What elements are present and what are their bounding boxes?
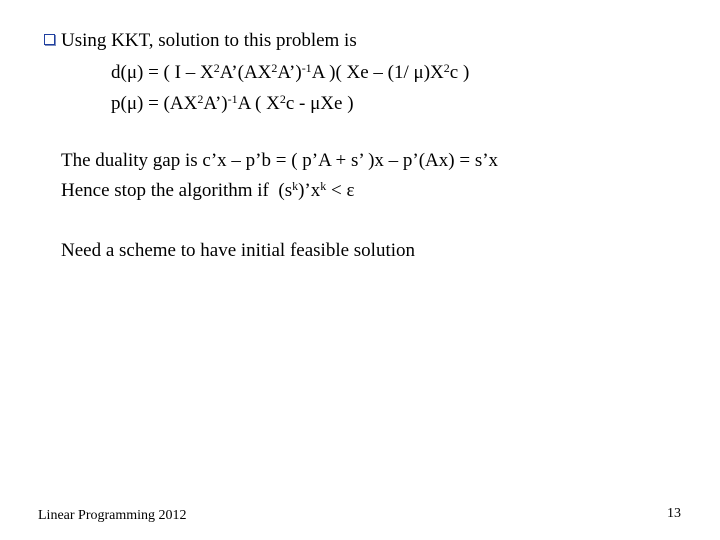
text-segment: p(μ) = (AX xyxy=(111,93,198,114)
text-segment: d(μ) = ( I – X xyxy=(111,62,214,83)
text-segment: Need a scheme to have initial feasible solution xyxy=(61,240,416,261)
equation-p-mu xyxy=(111,93,354,115)
page-number: 13 xyxy=(667,506,681,521)
superscript: 2 xyxy=(197,92,204,106)
bullet-heading xyxy=(44,30,357,52)
stopping-criterion-text xyxy=(61,180,354,202)
text-segment: c - μXe ) xyxy=(285,93,354,114)
line-text xyxy=(111,93,354,114)
text-segment: Using KKT, solution to this problem is xyxy=(61,30,357,51)
superscript: 2 xyxy=(271,61,278,75)
line-text xyxy=(61,180,354,201)
text-segment: < ε xyxy=(326,180,355,201)
superscript: 2 xyxy=(213,61,220,75)
text-segment: A )( Xe – (1/ μ)X xyxy=(311,62,444,83)
text-segment: A ( X xyxy=(237,93,280,114)
line-text xyxy=(61,240,415,261)
text-segment: Hence stop the algorithm if (s xyxy=(61,180,293,201)
footer-title: Linear Programming 2012 xyxy=(38,508,187,523)
line-text xyxy=(61,30,357,51)
line-text xyxy=(61,150,498,171)
duality-gap-text xyxy=(61,150,498,172)
text-segment: A’(AX xyxy=(219,62,272,83)
text-segment: The duality gap is c’x – p’b = ( p’A + s’ )x – p’(Ax) = s’x xyxy=(61,150,499,171)
superscript: -1 xyxy=(301,61,312,75)
superscript: 2 xyxy=(443,61,450,75)
superscript: 2 xyxy=(279,92,286,106)
equation-d-mu xyxy=(111,62,469,84)
text-segment: A’) xyxy=(203,93,228,114)
initial-solution-text xyxy=(61,240,415,262)
line-text xyxy=(111,62,469,83)
text-segment: )’x xyxy=(298,180,321,201)
superscript: k xyxy=(320,179,327,193)
text-segment: c ) xyxy=(449,62,470,83)
text-segment: A’) xyxy=(277,62,302,83)
superscript: -1 xyxy=(227,92,238,106)
superscript: k xyxy=(292,179,299,193)
square-bullet-icon xyxy=(44,34,55,45)
